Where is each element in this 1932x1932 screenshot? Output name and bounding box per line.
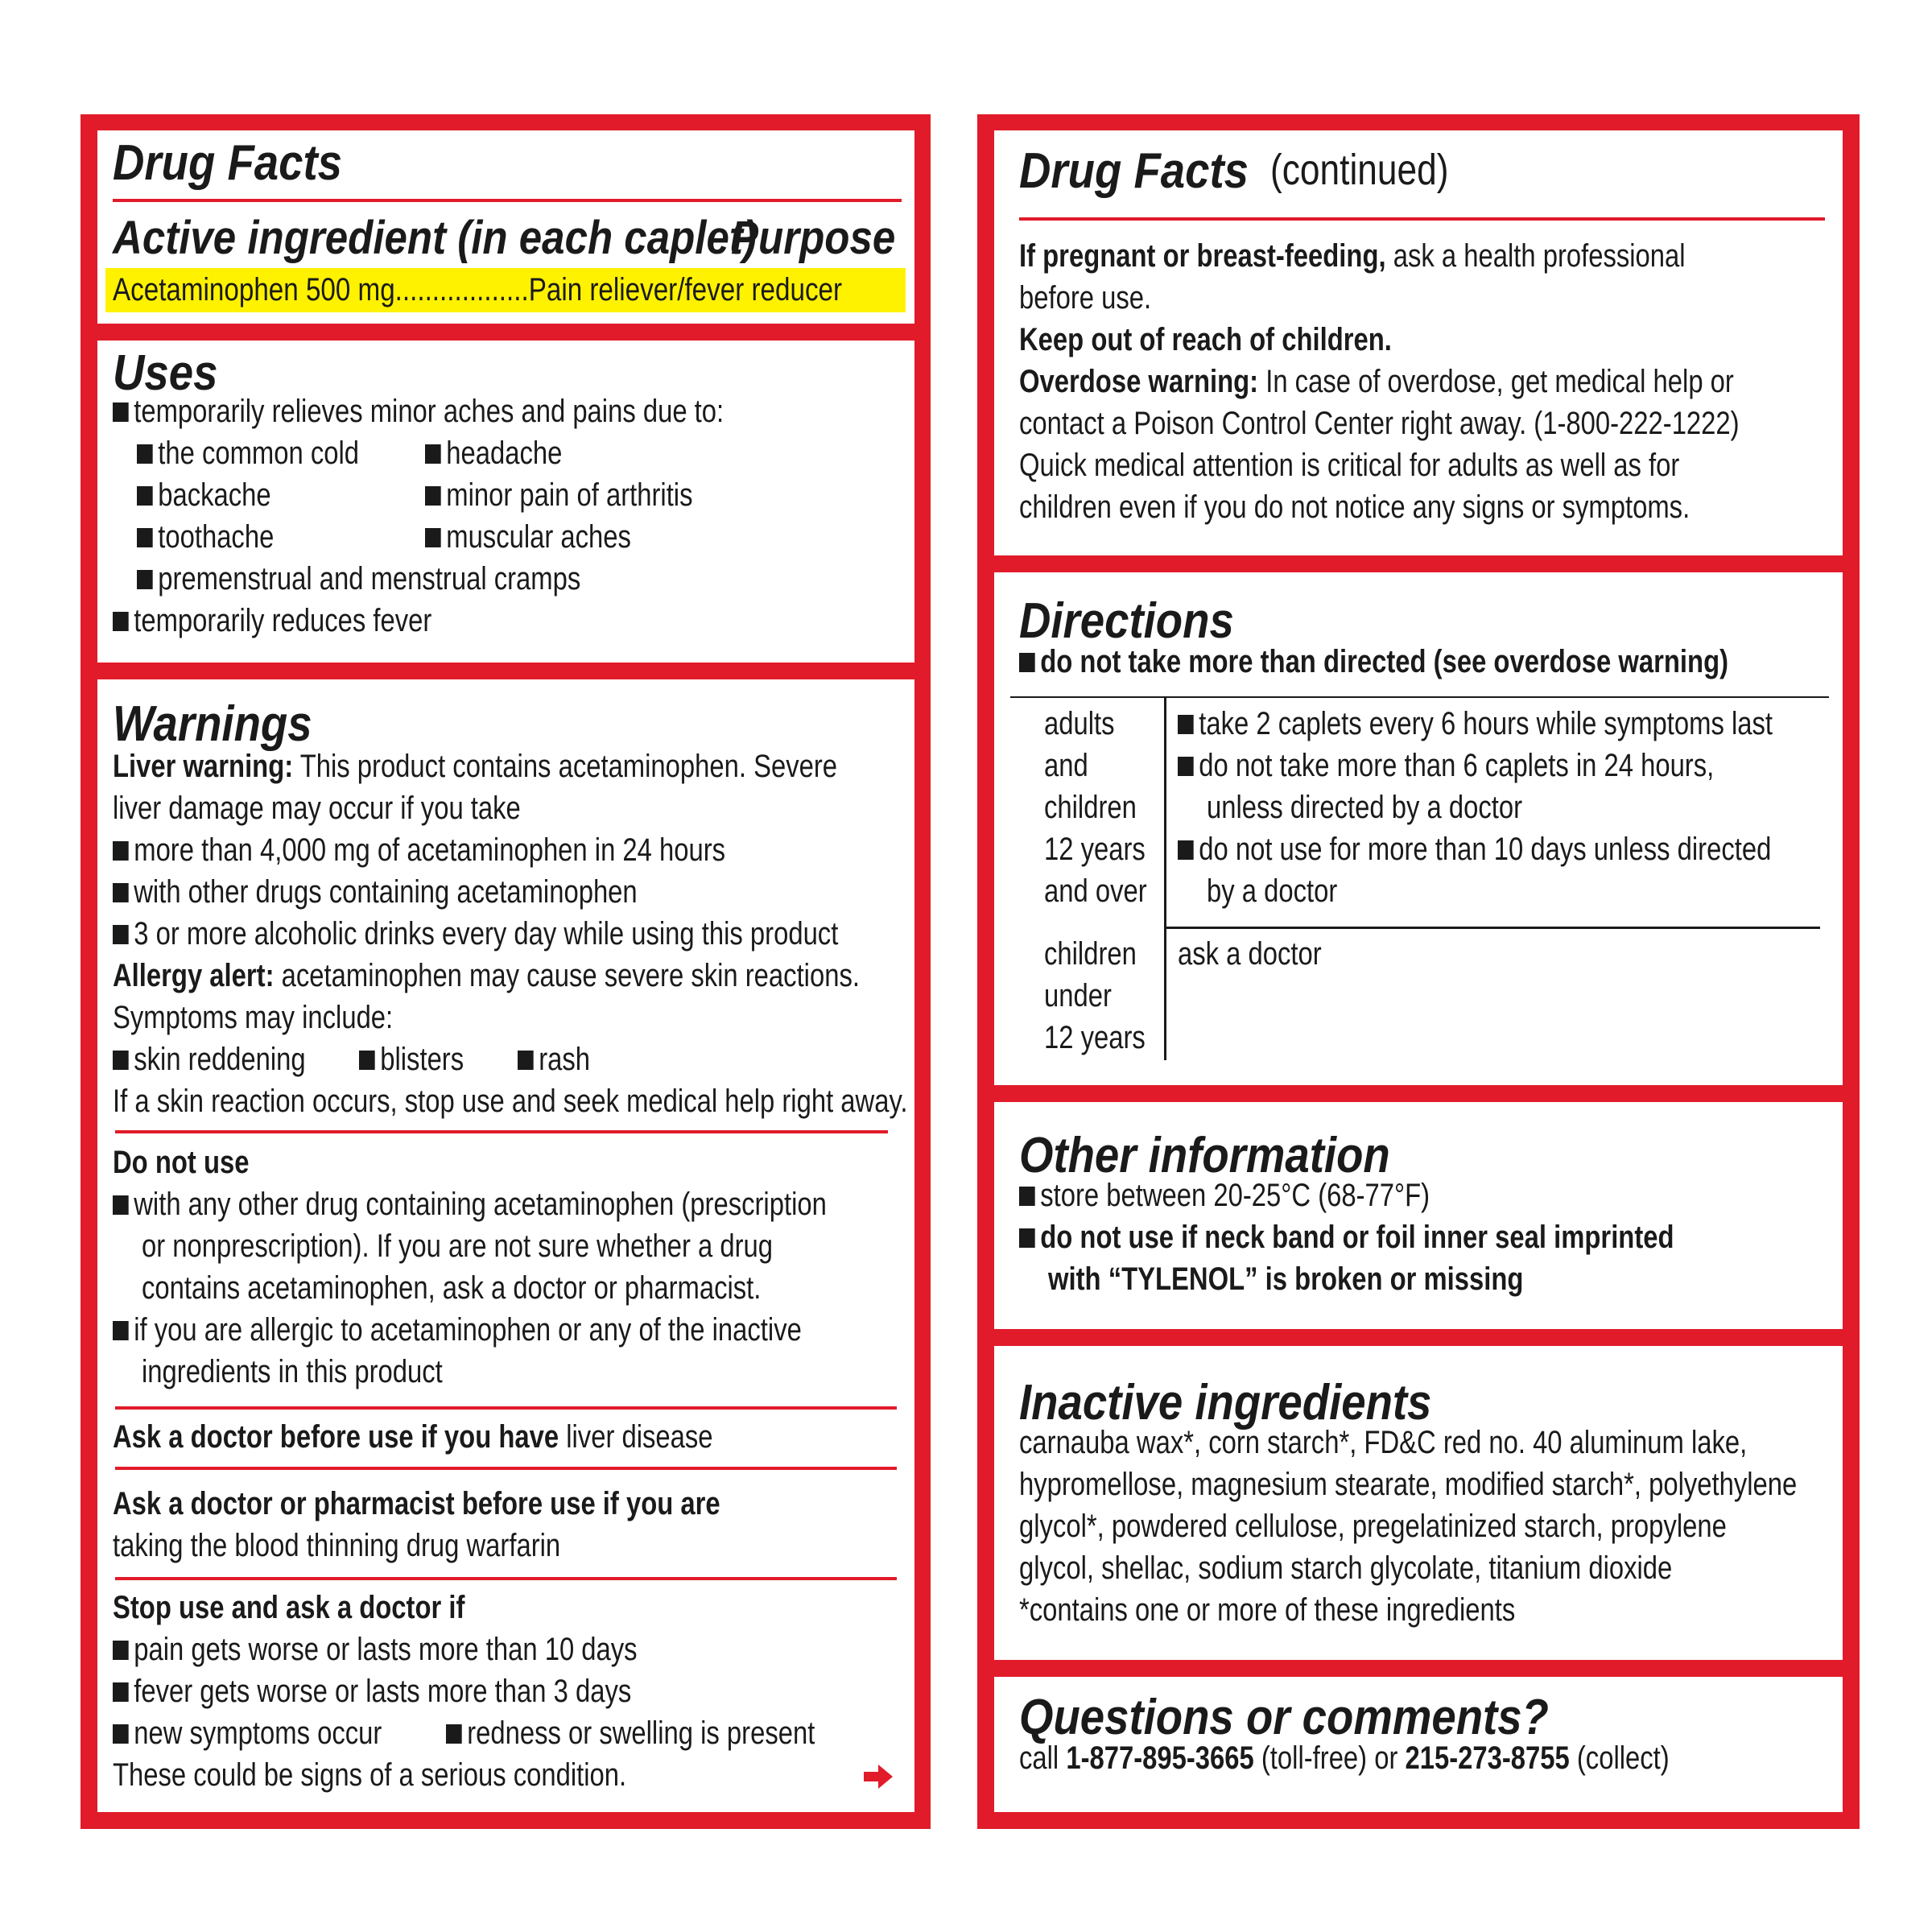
bullet-icon (1178, 840, 1194, 860)
symptom-item: rash (518, 1038, 590, 1081)
other-item: do not use if neck band or foil inner seal imprinted (1019, 1216, 1674, 1259)
stop-item: new symptoms occur (113, 1712, 382, 1755)
overdose-line: contact a Poison Control Center right away. (1-800-222-1222) (1019, 406, 1740, 441)
bullet-icon (113, 1682, 129, 1702)
other-item-cont: with “TYLENOL” is broken or missing (1048, 1261, 1524, 1297)
divider (1019, 217, 1825, 221)
bullet-icon (1178, 757, 1194, 776)
liver-item: more than 4,000 mg of acetaminophen in 24 hours (113, 829, 725, 872)
bullet-icon (113, 841, 129, 861)
active-heading: Active ingredient (in each caplet) (113, 212, 757, 264)
adult-item-cont: by a doctor (1207, 873, 1338, 909)
stop-item: redness or swelling is present (446, 1712, 815, 1755)
continued-box (994, 130, 1843, 555)
do-not-use-item: with any other drug containing acetaminophen (prescription (113, 1183, 827, 1226)
uses-sub: headache (425, 432, 562, 475)
bullet-icon (1019, 1228, 1035, 1248)
questions-title: Questions or comments? (1019, 1690, 1549, 1745)
questions-line: call 1-877-895-3665 (toll-free) or 215-273-8755 (collect) (1019, 1740, 1670, 1776)
bullet-icon (113, 883, 129, 902)
keep-out: Keep out of reach of children. (1019, 322, 1392, 357)
child-label: children (1044, 936, 1137, 972)
pregnant-line-2: before use. (1019, 280, 1152, 316)
bullet-icon (137, 528, 153, 547)
ask-pharmacist-text: taking the blood thinning drug warfarin (113, 1528, 561, 1563)
uses-sub: minor pain of arthritis (425, 474, 692, 517)
warnings-title: Warnings (113, 696, 312, 752)
liver-item: 3 or more alcoholic drinks every day while using this product (113, 913, 838, 956)
bullet-icon (113, 925, 129, 944)
uses-sub: muscular aches (425, 516, 631, 559)
bullet-icon (137, 570, 153, 589)
uses-box (97, 341, 914, 663)
adult-label: and over (1044, 873, 1147, 909)
symptoms-line: Symptoms may include: (113, 1000, 394, 1035)
table-divider (1010, 696, 1829, 698)
bullet-icon (113, 1051, 129, 1070)
uses-sub: premenstrual and menstrual cramps (137, 558, 580, 601)
left-title: Drug Facts (113, 135, 342, 191)
uses-item-2: temporarily reduces fever (113, 600, 431, 642)
other-info-box (994, 1102, 1843, 1329)
liver-warning: Liver warning: This product contains acetaminophen. Severe (113, 749, 838, 784)
uses-sub: backache (137, 474, 271, 517)
divider (115, 1130, 888, 1133)
bullet-icon (137, 444, 153, 464)
inactive-line: glycol, shellac, sodium starch glycolate, titanium dioxide (1019, 1550, 1673, 1586)
pregnant-line: If pregnant or breast-feeding, ask a health professional (1019, 238, 1686, 274)
bullet-icon (446, 1724, 462, 1744)
inactive-line: glycol*, powdered cellulose, pregelatinized starch, propylene (1019, 1509, 1727, 1544)
active-line: Acetaminophen 500 mg..................Pain reliever/fever reducer (113, 272, 843, 308)
right-title: Drug Facts(continued) (1019, 143, 1449, 199)
inactive-line: carnauba wax*, corn starch*, FD&C red no. 40 aluminum lake, (1019, 1425, 1748, 1460)
uses-title: Uses (113, 345, 218, 401)
inactive-title: Inactive ingredients (1019, 1375, 1432, 1430)
bullet-icon (1019, 1187, 1035, 1206)
purpose-heading: Purpose (731, 212, 896, 264)
ask-doctor: Ask a doctor before use if you have liver disease (113, 1419, 713, 1455)
allergy-alert: Allergy alert: acetaminophen may cause severe skin reactions. (113, 958, 860, 993)
ask-pharmacist: Ask a doctor or pharmacist before use if you are (113, 1486, 720, 1521)
do-not-use-title: Do not use (113, 1145, 250, 1180)
child-label: 12 years (1044, 1020, 1146, 1055)
directions-box (994, 572, 1843, 1085)
bullet-icon (359, 1051, 375, 1070)
bullet-icon (518, 1051, 534, 1070)
directions-title: Directions (1019, 593, 1234, 649)
divider (113, 199, 902, 202)
adult-item: do not use for more than 10 days unless directed (1178, 828, 1771, 871)
child-label: under (1044, 978, 1112, 1013)
uses-sub: toothache (137, 516, 274, 559)
symptom-item: blisters (359, 1038, 464, 1081)
bullet-icon (113, 612, 129, 631)
questions-box (994, 1677, 1843, 1812)
warnings-box (97, 679, 914, 1812)
symptom-item: skin reddening (113, 1038, 306, 1081)
do-not-use-cont: ingredients in this product (142, 1354, 443, 1389)
bullet-icon (425, 486, 441, 506)
overdose-line: Quick medical attention is critical for adults as well as for (1019, 448, 1680, 483)
uses-item-1: temporarily relieves minor aches and pains due to: (113, 390, 724, 433)
bullet-icon (137, 486, 153, 506)
inactive-line: hypromellose, magnesium stearate, modified starch*, polyethylene (1019, 1467, 1798, 1502)
adult-label: children (1044, 790, 1137, 825)
adult-item: do not take more than 6 caplets in 24 hours, (1178, 745, 1714, 787)
stop-item: pain gets worse or lasts more than 10 days (113, 1629, 638, 1671)
overdose-warning: Overdose warning: In case of overdose, get medical help or (1019, 364, 1734, 399)
divider (115, 1406, 897, 1410)
bullet-icon (113, 1195, 129, 1215)
stop-item: fever gets worse or lasts more than 3 days (113, 1670, 631, 1713)
adult-item-cont: unless directed by a doctor (1207, 790, 1522, 825)
bullet-icon (425, 444, 441, 464)
adult-label: adults (1044, 706, 1115, 741)
serious-condition: These could be signs of a serious condition. (113, 1757, 627, 1793)
other-title: Other information (1019, 1128, 1390, 1183)
bullet-icon (113, 1641, 129, 1660)
do-not-use-cont: contains acetaminophen, ask a doctor or pharmacist. (142, 1270, 762, 1306)
bullet-icon (113, 1724, 129, 1744)
skin-reaction: If a skin reaction occurs, stop use and seek medical help right away. (113, 1084, 908, 1119)
inactive-line: *contains one or more of these ingredients (1019, 1592, 1516, 1628)
overdose-line: children even if you do not notice any signs or symptoms. (1019, 489, 1690, 525)
stop-use-title: Stop use and ask a doctor if (113, 1590, 465, 1625)
adult-item: take 2 caplets every 6 hours while symptoms last (1178, 703, 1773, 745)
bullet-icon (1019, 653, 1035, 672)
other-item: store between 20-25°C (68-77°F) (1019, 1174, 1430, 1217)
divider (115, 1467, 897, 1470)
liver-item: with other drugs containing acetaminophen (113, 871, 638, 914)
do-not-use-cont: or nonprescription). If you are not sure whether a drug (142, 1228, 773, 1264)
bullet-icon (113, 402, 129, 422)
child-text: ask a doctor (1178, 936, 1322, 972)
directions-main: do not take more than directed (see overdose warning) (1019, 641, 1728, 683)
uses-sub: the common cold (137, 432, 359, 475)
table-column-divider (1164, 696, 1166, 1060)
adult-label: and (1044, 748, 1088, 783)
bullet-icon (1178, 715, 1194, 734)
inactive-box (994, 1346, 1843, 1660)
adult-label: 12 years (1044, 832, 1146, 867)
bullet-icon (113, 1321, 129, 1340)
table-row-divider (1164, 927, 1820, 929)
arrow-right-icon (864, 1765, 893, 1789)
bullet-icon (425, 528, 441, 547)
active-ingredient-box (97, 130, 914, 324)
do-not-use-item: if you are allergic to acetaminophen or any of the inactive (113, 1309, 802, 1352)
divider (115, 1577, 897, 1580)
liver-warning-2: liver damage may occur if you take (113, 791, 521, 826)
